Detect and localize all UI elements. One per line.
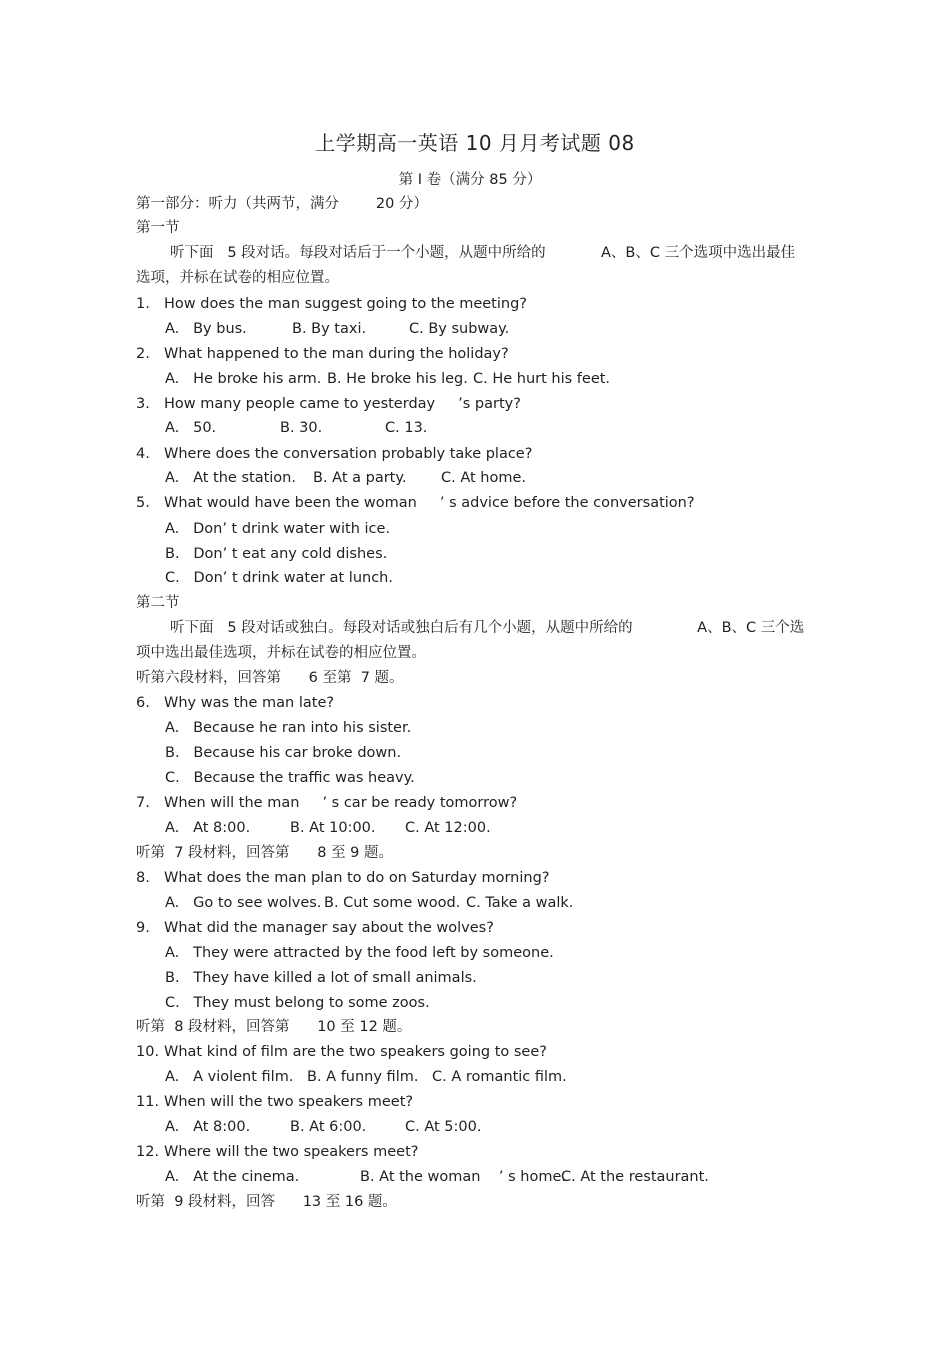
question-number: 1. [136, 296, 150, 312]
option-a: A. 50. [165, 420, 217, 436]
material-6-heading: 听第六段材料，回答第 6 至第 7 题。 [136, 670, 404, 686]
question-9 [136, 918, 494, 938]
option-a: A. He broke his arm. [165, 371, 322, 387]
question-number: 7. [136, 795, 150, 811]
section1-instruction-cont: 选项，并标在试卷的相应位置。 [136, 270, 339, 286]
option-b: B. 30. [280, 420, 323, 436]
option-c: C. At the restaurant. [561, 1169, 709, 1185]
question-3 [136, 394, 521, 414]
section2-heading: 第二节 [136, 595, 180, 611]
question-text: Where will the two speakers meet? [164, 1144, 419, 1160]
part1-heading: 第一部分：听力（共两节，满分 20 分） [136, 196, 428, 212]
question-1 [136, 294, 527, 314]
question-8 [136, 868, 549, 888]
option-b: B. They have killed a lot of small animals. [165, 970, 477, 986]
question-text: How many people came to yesterday ’s party? [164, 396, 521, 412]
option-c: C. At 12:00. [405, 820, 491, 836]
option-a: A. A violent film. [165, 1069, 294, 1085]
section2-instruction: 听下面 5 段对话或独白。每段对话或独白后有几个小题，从题中所给的 A、B、C 三个选 [170, 620, 805, 636]
material-9-heading: 听第 9 段材料，回答 13 至 16 题。 [136, 1194, 397, 1210]
question-text: What would have been the woman ’ s advice before the conversation? [164, 495, 695, 511]
option-b: B. He broke his leg. [327, 371, 468, 387]
option-a: A. At 8:00. [165, 1119, 251, 1135]
option-c: C. Because the traffic was heavy. [165, 770, 415, 786]
option-c: C. Don’ t drink water at lunch. [165, 570, 393, 586]
option-b: B. Don’ t eat any cold dishes. [165, 546, 388, 562]
question-number: 3. [136, 396, 150, 412]
question-number: 10. [136, 1044, 160, 1060]
material-7-heading: 听第 7 段材料，回答第 8 至 9 题。 [136, 845, 393, 861]
question-text: What kind of film are the two speakers going to see? [164, 1044, 547, 1060]
question-2 [136, 344, 509, 364]
option-a: A. By bus. [165, 321, 247, 337]
question-11 [136, 1092, 413, 1112]
option-c: C. He hurt his feet. [473, 371, 611, 387]
question-number: 4. [136, 446, 150, 462]
question-5 [136, 493, 695, 513]
question-text: Why was the man late? [164, 695, 335, 711]
section1-instruction: 听下面 5 段对话。每段对话后于一个小题，从题中所给的 A、B、C 三个选项中选出最佳 [170, 245, 796, 261]
option-c: C. At home. [441, 470, 527, 486]
question-text: Where does the conversation probably take place? [164, 446, 533, 462]
question-10 [136, 1042, 547, 1062]
option-a: A. At the cinema. [165, 1169, 300, 1185]
question-number: 9. [136, 920, 150, 936]
option-a: A. They were attracted by the food left by someone. [165, 945, 554, 961]
option-c: C. Take a walk. [466, 895, 574, 911]
section1-heading: 第一节 [136, 220, 180, 236]
question-text: How does the man suggest going to the meeting? [164, 296, 527, 312]
question-4 [136, 444, 532, 464]
section2-instruction-cont: 项中选出最佳选项，并标在试卷的相应位置。 [136, 645, 426, 661]
option-c: C. 13. [385, 420, 428, 436]
question-12 [136, 1142, 418, 1162]
question-number: 5. [136, 495, 150, 511]
question-number: 6. [136, 695, 150, 711]
page-title: 上学期高一英语 10 月月考试题 08 [315, 131, 635, 155]
option-b: B. At 10:00. [290, 820, 376, 836]
option-c: C. At 5:00. [405, 1119, 482, 1135]
option-c: C. They must belong to some zoos. [165, 995, 430, 1011]
question-number: 12. [136, 1144, 160, 1160]
question-text: What does the man plan to do on Saturday morning? [164, 870, 550, 886]
volume-heading: 第 I 卷（满分 85 分） [398, 172, 542, 188]
question-6 [136, 693, 334, 713]
question-text: What happened to the man during the holiday? [164, 346, 509, 362]
option-b: B. At the woman ’ s home. [360, 1169, 566, 1185]
option-a: A. Go to see wolves. [165, 895, 322, 911]
option-b: B. A funny film. [307, 1069, 419, 1085]
question-number: 8. [136, 870, 150, 886]
material-8-heading: 听第 8 段材料，回答第 10 至 12 题。 [136, 1019, 412, 1035]
question-text: When will the man ’ s car be ready tomorrow? [164, 795, 518, 811]
option-b: B. Cut some wood. [324, 895, 461, 911]
question-number: 11. [136, 1094, 160, 1110]
option-a: A. At the station. [165, 470, 296, 486]
option-b: B. By taxi. [292, 321, 367, 337]
question-text: When will the two speakers meet? [164, 1094, 414, 1110]
option-c: C. A romantic film. [432, 1069, 567, 1085]
question-7 [136, 793, 517, 813]
question-number: 2. [136, 346, 150, 362]
option-a: A. Don’ t drink water with ice. [165, 521, 391, 537]
option-b: B. At a party. [313, 470, 407, 486]
option-b: B. At 6:00. [290, 1119, 367, 1135]
option-a: A. Because he ran into his sister. [165, 720, 412, 736]
option-a: A. At 8:00. [165, 820, 251, 836]
option-c: C. By subway. [409, 321, 510, 337]
question-text: What did the manager say about the wolves? [164, 920, 494, 936]
option-b: B. Because his car broke down. [165, 745, 402, 761]
